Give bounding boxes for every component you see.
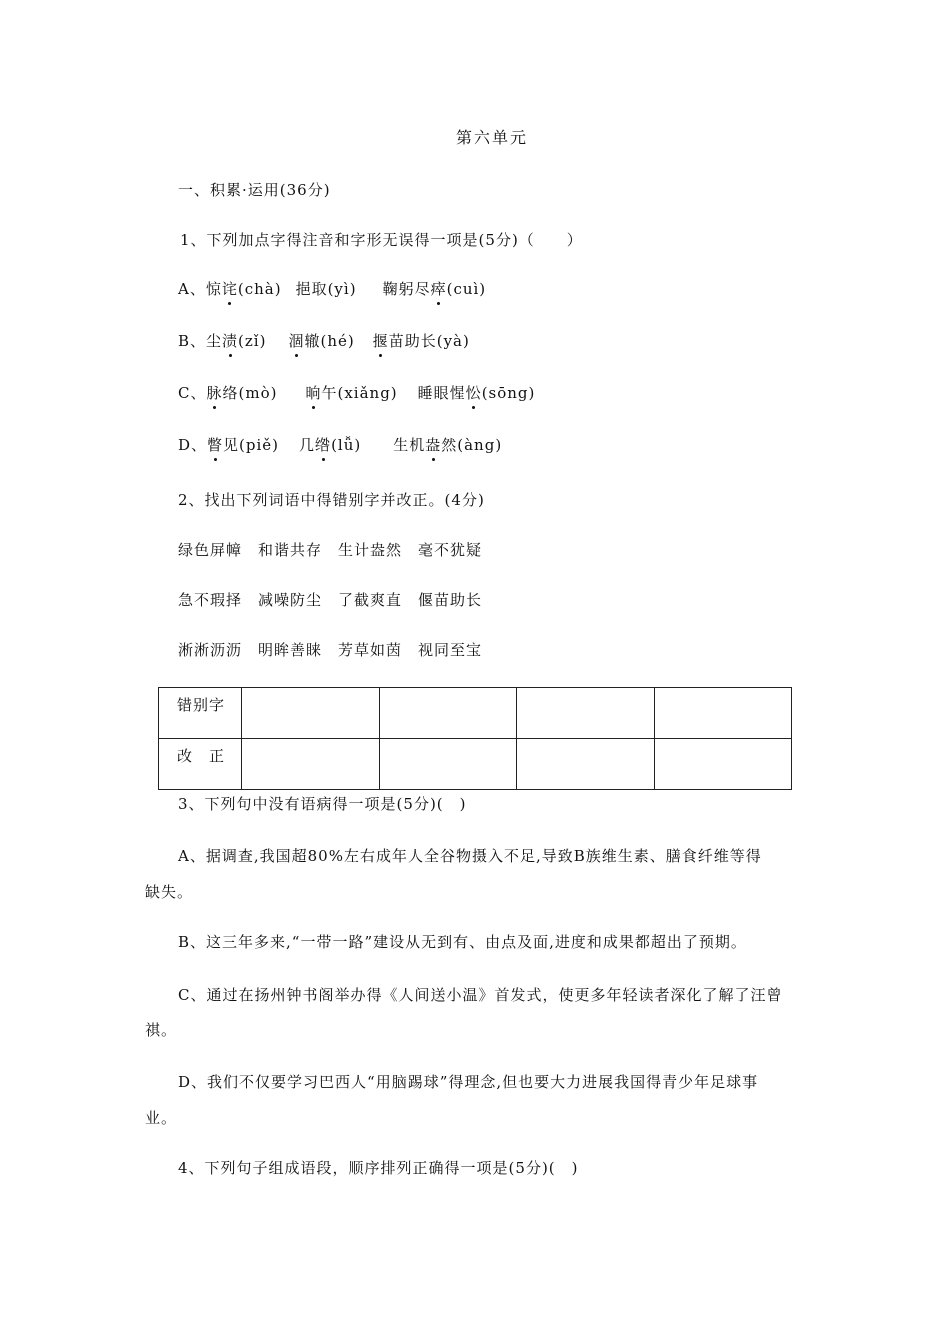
q1c-text: 睡眼惺 bbox=[417, 384, 466, 402]
q1b-text: (zǐ) bbox=[238, 332, 267, 350]
q2-stem: 2、找出下列词语中得错别字并改正。(4分) bbox=[178, 491, 485, 509]
q2-words-row: 淅淅沥沥 明眸善睐 芳草如茵 视同至宝 bbox=[178, 641, 483, 659]
q1c-text: 午(xiǎng) bbox=[321, 384, 398, 402]
q1b-dotted-char: 渍 bbox=[222, 332, 239, 350]
q1a-dotted-char: 诧 bbox=[221, 280, 238, 298]
q3-option-d: D、我们不仅要学习巴西人“用脑踢球”得理念,但也要大力进展我国得青少年足球事 bbox=[178, 1073, 759, 1091]
table-row bbox=[159, 688, 792, 739]
q3-option-a-cont: 缺失。 bbox=[145, 883, 194, 901]
q2-words-row: 急不瑕择 减噪防尘 了截爽直 偃苗助长 bbox=[178, 591, 483, 609]
q1d-text: (lǚ) bbox=[331, 436, 362, 454]
q3-stem: 3、下列句中没有语病得一项是(5分)( ) bbox=[178, 795, 467, 813]
answer-cell[interactable] bbox=[379, 688, 517, 739]
answer-cell[interactable] bbox=[242, 739, 380, 790]
q3-option-b: B、这三年多来,“一带一路”建设从无到有、由点及面,进度和成果都超出了预期。 bbox=[178, 933, 747, 951]
q1b-text: 苗助长(yà) bbox=[388, 332, 470, 350]
q3-option-c: C、通过在扬州钟书阁举办得《人间送小温》首发式，使更多年轻读者深化了解了汪曾 bbox=[178, 986, 783, 1004]
q1a-text: 挹取(yì) bbox=[295, 280, 357, 298]
table-row bbox=[159, 739, 792, 790]
q1-option-b bbox=[178, 331, 470, 351]
section-heading: 一、积累·运用(36分) bbox=[178, 181, 331, 199]
q1d-text: 见(piě) bbox=[223, 436, 280, 454]
answer-cell[interactable] bbox=[654, 739, 792, 790]
page-title: 第六单元 bbox=[455, 128, 528, 147]
q1-option-c bbox=[178, 383, 535, 403]
q1b-dotted-char: 涸 bbox=[288, 332, 305, 350]
answer-table bbox=[158, 687, 792, 790]
q1-option-a bbox=[178, 279, 486, 299]
q1a-text: 鞠躬尽 bbox=[382, 280, 431, 298]
q1a-text: (cuì) bbox=[446, 280, 487, 298]
q1c-text: 络(mò) bbox=[222, 384, 278, 402]
q1d-text: D、 bbox=[178, 436, 208, 454]
q1-option-d bbox=[178, 435, 502, 455]
answer-cell[interactable] bbox=[517, 739, 655, 790]
q3-option-c-cont: 祺。 bbox=[145, 1021, 178, 1039]
q3-option-d-cont: 业。 bbox=[145, 1109, 178, 1127]
q1a-text: A、惊 bbox=[178, 280, 222, 298]
answer-cell[interactable] bbox=[242, 688, 380, 739]
q1d-dotted-char: 瞥 bbox=[207, 436, 224, 454]
answer-cell[interactable] bbox=[654, 688, 792, 739]
table-label-correction: 改 正 bbox=[159, 739, 242, 790]
q1c-text: (sōng) bbox=[481, 384, 536, 402]
q3-option-a: A、据调查,我国超80%左右成年人全谷物摄入不足,导致B族维生素、膳食纤维等得 bbox=[178, 847, 762, 865]
q1c-dotted-char: 脉 bbox=[206, 384, 223, 402]
q1d-text: 然(àng) bbox=[441, 436, 503, 454]
q1c-dotted-char: 忪 bbox=[465, 384, 482, 402]
q1a-dotted-char: 瘁 bbox=[430, 280, 447, 298]
q1d-text: 生机 bbox=[393, 436, 426, 454]
q4-stem: 4、下列句子组成语段，顺序排列正确得一项是(5分)( ) bbox=[178, 1159, 579, 1177]
q1d-dotted-char: 盎 bbox=[425, 436, 442, 454]
q1-stem: 1、下列加点字得注音和字形无误得一项是(5分)（ ） bbox=[180, 231, 583, 249]
answer-cell[interactable] bbox=[379, 739, 517, 790]
q1a-text: (chà) bbox=[237, 280, 282, 298]
q1b-text: 辙(hé) bbox=[304, 332, 355, 350]
answer-cell[interactable] bbox=[517, 688, 655, 739]
q1c-text: C、 bbox=[178, 384, 207, 402]
q2-words-row: 绿色屏幛 和谐共存 生计盎然 毫不犹疑 bbox=[178, 541, 483, 559]
q1b-text: B、尘 bbox=[178, 332, 223, 350]
q1c-dotted-char: 晌 bbox=[305, 384, 322, 402]
q1d-dotted-char: 绺 bbox=[315, 436, 332, 454]
table-label-wrong-chars: 错别字 bbox=[159, 688, 242, 739]
q1d-text: 几 bbox=[299, 436, 316, 454]
q1b-dotted-char: 揠 bbox=[372, 332, 389, 350]
